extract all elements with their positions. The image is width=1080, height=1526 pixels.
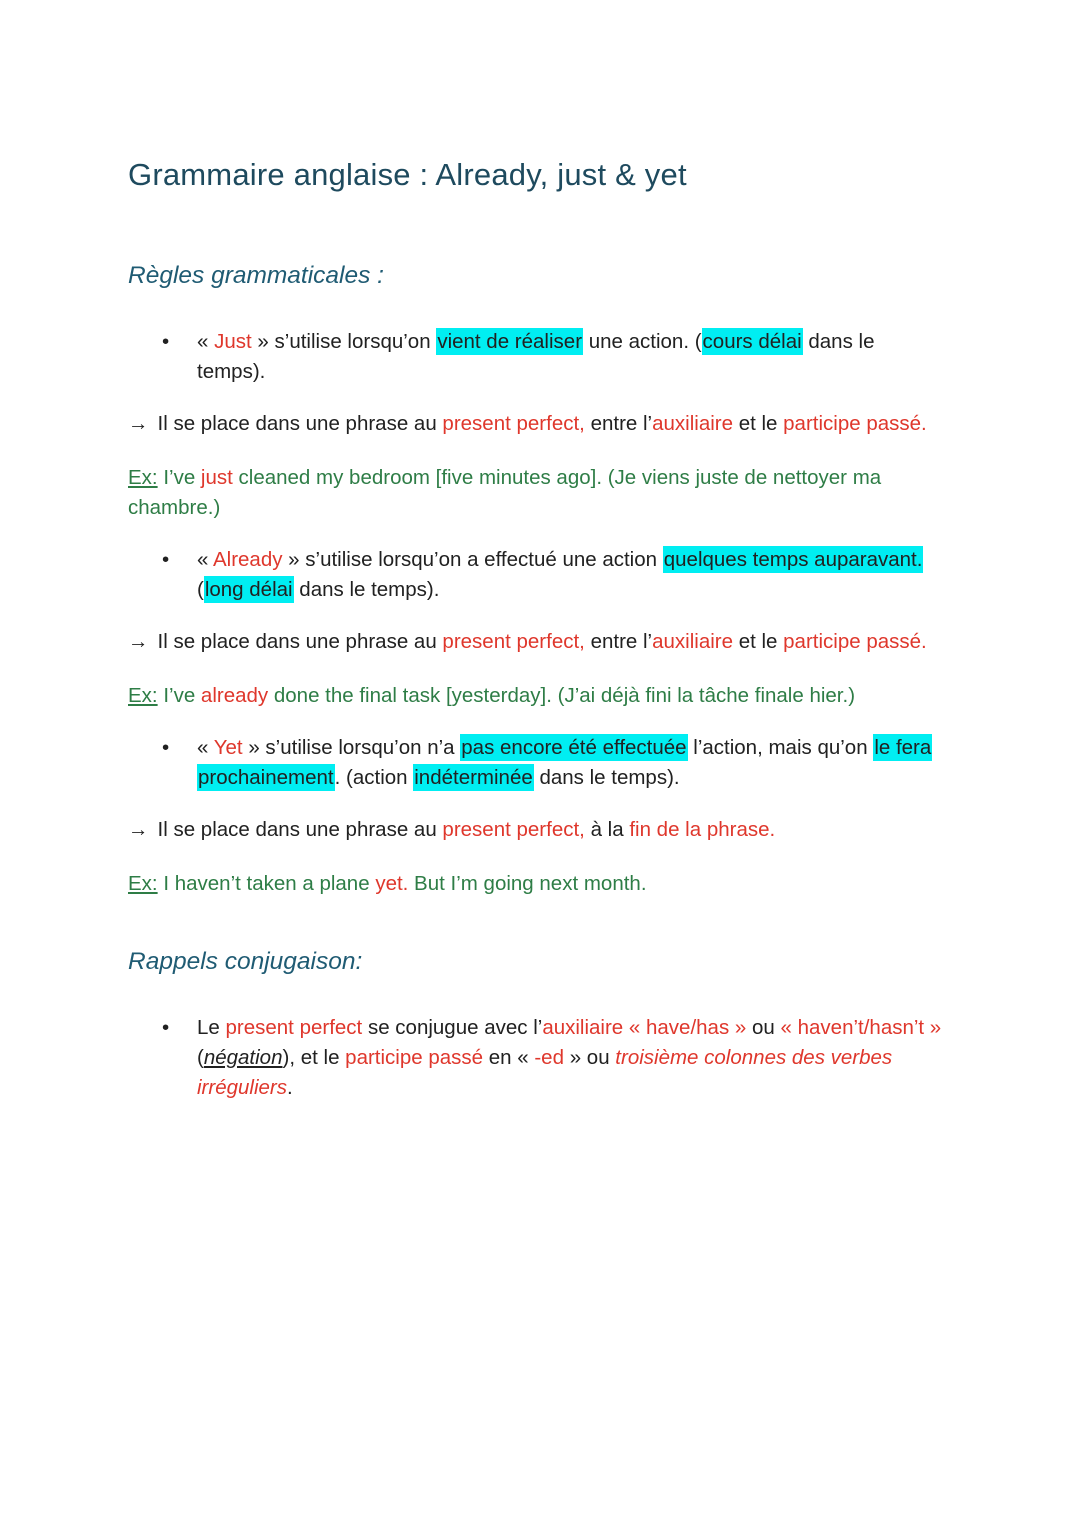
arrow-note bbox=[128, 815, 970, 845]
text-run: long délai bbox=[204, 577, 293, 601]
text-run: done the final task [yesterday]. (J’ai déjà fini la tâche finale hier.) bbox=[268, 683, 856, 707]
arrow-icon: → bbox=[128, 411, 149, 435]
text-run: entre l’ bbox=[584, 629, 653, 653]
text-run: Ex: bbox=[128, 871, 158, 895]
text-run: I’ve bbox=[157, 465, 201, 489]
example-line bbox=[128, 869, 970, 899]
arrow-note bbox=[128, 409, 970, 439]
text-run: participe passé. bbox=[783, 629, 927, 653]
bullet-marker-icon: • bbox=[162, 1015, 170, 1039]
text-run: ( bbox=[197, 577, 204, 601]
text-run: ), et le bbox=[282, 1045, 346, 1069]
text-run: Il se place dans une phrase au bbox=[157, 629, 443, 653]
text-run: auxiliaire « have/has » bbox=[542, 1015, 747, 1039]
text-run: participe passé bbox=[345, 1045, 484, 1069]
text-run: just bbox=[200, 465, 233, 489]
text-run: l’action, mais qu’on bbox=[687, 735, 874, 759]
text-run: « bbox=[197, 735, 214, 759]
arrow-icon: → bbox=[128, 629, 149, 653]
text-run: already bbox=[200, 683, 269, 707]
text-run: vient de réaliser bbox=[437, 329, 583, 353]
text-run: chambre.) bbox=[128, 495, 221, 519]
document-title: Grammaire anglaise : Already, just & yet bbox=[128, 157, 687, 192]
text-run: Règles grammaticales : bbox=[128, 261, 384, 289]
text-run: » ou bbox=[564, 1045, 616, 1069]
text-run: à la bbox=[584, 817, 630, 841]
text-run: Already bbox=[212, 547, 283, 571]
text-run: Just bbox=[214, 329, 252, 353]
text-run: Le bbox=[197, 1015, 226, 1039]
text-run: temps). bbox=[197, 359, 266, 383]
text-run: present perfect bbox=[225, 1015, 363, 1039]
text-run: present perfect, bbox=[442, 817, 585, 841]
text-run: Ex: bbox=[128, 465, 158, 489]
text-run: « haven’t/hasn’t » bbox=[780, 1015, 942, 1039]
text-run: . bbox=[287, 1075, 293, 1099]
section-heading bbox=[128, 261, 970, 291]
text-run: auxiliaire bbox=[652, 629, 734, 653]
text-run: ( bbox=[197, 1045, 204, 1069]
bullet-text bbox=[197, 1016, 941, 1099]
text-run: I haven’t taken a plane bbox=[157, 871, 376, 895]
text-run: pas encore été effectuée bbox=[461, 735, 687, 759]
text-run: fin de la phrase. bbox=[629, 817, 776, 841]
text-run: Rappels conjugaison: bbox=[128, 947, 363, 975]
example-line bbox=[128, 681, 970, 711]
bullet-item bbox=[128, 327, 970, 387]
text-run: Il se place dans une phrase au bbox=[157, 817, 443, 841]
text-run: « bbox=[197, 547, 213, 571]
bullet-item bbox=[128, 1013, 970, 1103]
text-run: et le bbox=[733, 411, 784, 435]
text-run: « bbox=[197, 329, 215, 353]
text-run: troisième colonnes des verbes bbox=[615, 1045, 893, 1069]
text-run: cours délai bbox=[702, 329, 802, 353]
text-run: se conjugue avec l’ bbox=[362, 1015, 543, 1039]
bullet-marker-icon: • bbox=[162, 735, 170, 759]
text-run: une action. ( bbox=[583, 329, 702, 353]
text-run: » s’utilise lorsqu’on a effectué une action bbox=[282, 547, 663, 571]
text-run: entre l’ bbox=[584, 411, 653, 435]
bullet-text bbox=[197, 328, 875, 383]
section-heading bbox=[128, 947, 970, 977]
text-run: . (action bbox=[334, 765, 414, 789]
arrow-icon: → bbox=[128, 817, 149, 841]
text-run: le fera bbox=[874, 735, 932, 759]
text-run: dans le bbox=[802, 329, 875, 353]
text-run: » s’utilise lorsqu’on bbox=[251, 329, 437, 353]
text-run: en « bbox=[483, 1045, 535, 1069]
text-run: » s’utilise lorsqu’on n’a bbox=[242, 735, 461, 759]
text-run: participe passé. bbox=[783, 411, 927, 435]
text-run: négation bbox=[203, 1045, 283, 1069]
text-run: irréguliers bbox=[197, 1075, 287, 1099]
text-run: indéterminée bbox=[414, 765, 533, 789]
text-run: present perfect, bbox=[442, 411, 585, 435]
text-run: dans le temps). bbox=[293, 577, 440, 601]
text-run: prochainement bbox=[198, 765, 334, 789]
document-body bbox=[128, 261, 970, 1103]
text-run: quelques temps auparavant. bbox=[663, 547, 923, 571]
text-run: et le bbox=[733, 629, 784, 653]
text-run: Il se place dans une phrase au bbox=[157, 411, 443, 435]
text-run: yet. bbox=[375, 871, 409, 895]
bullet-text bbox=[197, 546, 923, 603]
text-run: Ex: bbox=[128, 683, 158, 707]
text-run: But I’m going next month. bbox=[408, 871, 647, 895]
bullet-marker-icon: • bbox=[162, 547, 170, 571]
text-run: present perfect, bbox=[442, 629, 585, 653]
text-run: -ed bbox=[534, 1045, 564, 1069]
text-run: auxiliaire bbox=[652, 411, 734, 435]
bullet-marker-icon: • bbox=[162, 329, 170, 353]
bullet-item bbox=[128, 733, 970, 793]
example-line bbox=[128, 463, 970, 523]
text-run: dans le temps). bbox=[533, 765, 680, 789]
bullet-text bbox=[197, 734, 932, 791]
text-run: I’ve bbox=[157, 683, 201, 707]
bullet-item bbox=[128, 545, 970, 605]
text-run: cleaned my bedroom [five minutes ago]. (Je viens juste de nettoyer ma bbox=[232, 465, 882, 489]
text-run: Yet bbox=[213, 735, 243, 759]
text-run: ou bbox=[746, 1015, 781, 1039]
arrow-note bbox=[128, 627, 970, 657]
